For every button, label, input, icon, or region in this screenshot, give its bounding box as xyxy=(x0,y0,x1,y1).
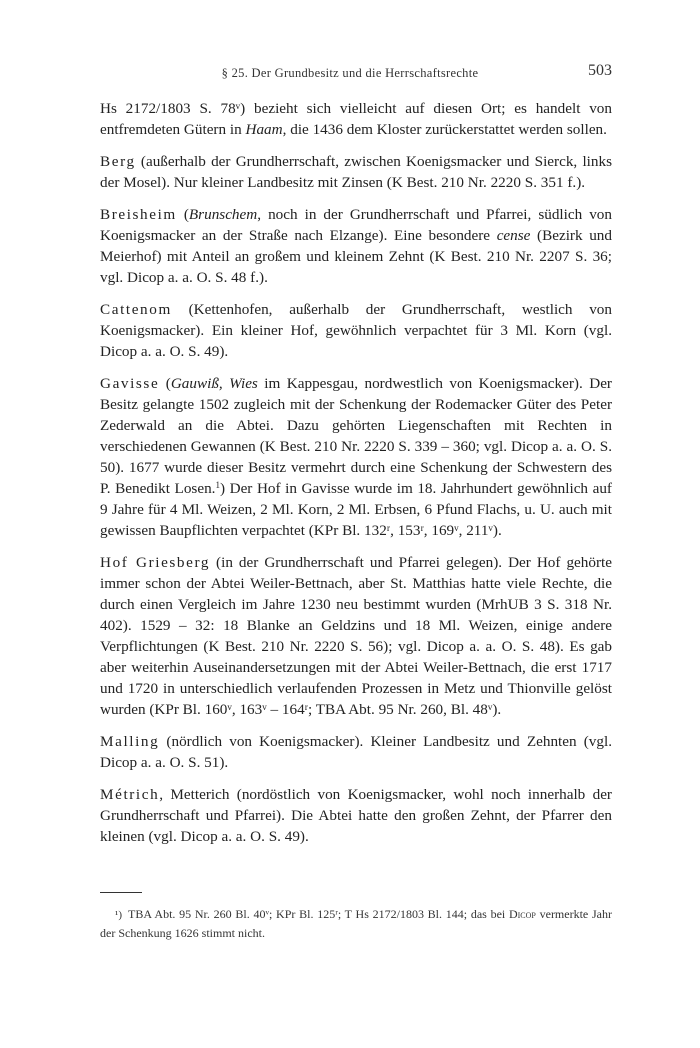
paragraph-text: Hs 2172/1803 S. 78ᵛ) bezieht sich vielleicht auf diesen Ort; es handelt von entfremdeten Gütern in xyxy=(100,100,612,138)
place-variant: Gauwiß, Wies xyxy=(170,375,258,392)
entry-text: im Kappesgau, nordwestlich von Koenigsmacker). Der Besitz gelangte 1502 zugleich mit der Schenkung der Rodemacker Güter des Peter Zederwald an die Abtei. Dazu gehörten Liegenschaften mit Rechten in verschiedenen Gewannen (K Best. 210 Nr. 2220 S. 339 – 360; vgl. Dicop a. a. O. S. 50). 1677 wurde dieser Besitz vermehrt durch eine Schenkung der Schwestern des P. Benedikt Losen. xyxy=(100,375,612,497)
entry-text: , Metterich (nordöstlich von Koenigsmacker, wohl noch innerhalb der Grundherrschaft und Pfarrei). Die Abtei hatte den großen Zehnt, der Pfarrer den kleinen (vgl. Dicop a. a. O. S. 49). xyxy=(100,786,612,845)
entry-cattenom xyxy=(100,299,612,362)
entry-breisheim xyxy=(100,204,612,288)
footnote-marker: ¹) xyxy=(115,909,122,921)
entry-berg xyxy=(100,151,612,193)
entry-text: ) Der Hof in Gavisse wurde im 18. Jahrhundert gewöhnlich auf 9 Jahre für 4 Ml. Weizen, 2 Ml. Korn, 2 Ml. Erbsen, 6 Pfund Flachs, u. U. auch mit gewissen Baupflichten verpachtet (KPr Bl. 132ʳ, 153ʳ, 169ᵛ, 211ᵛ). xyxy=(100,480,612,539)
place-name: Malling xyxy=(100,733,160,750)
running-head: § 25. Der Grundbesitz und die Herrschaftsrechte xyxy=(221,66,479,80)
entry-malling xyxy=(100,731,612,773)
place-variant: Haam xyxy=(245,121,283,138)
page-body xyxy=(100,98,612,858)
entry-text: (außerhalb der Grundherrschaft, zwischen Koenigsmacker und Sierck, links der Mosel). Nur kleiner Landbesitz mit Zinsen (K Best. 210 Nr. 2220 S. 351 f.). xyxy=(100,153,612,191)
entry-text: ( xyxy=(176,206,189,223)
entry-text: (Kettenhofen, außerhalb der Grundherrschaft, westlich von Koenigsmacker). Ein kleiner Hof, gewöhnlich verpachtet für 3 Ml. Korn (vgl. Dicop a. a. O. S. 49). xyxy=(100,301,612,360)
paragraph-text: , die 1436 dem Kloster zurückerstattet werden sollen. xyxy=(282,121,607,138)
entry-text: ( xyxy=(159,375,171,392)
place-name: Berg xyxy=(100,153,136,170)
place-name: Gavisse xyxy=(100,375,160,392)
entry-griesberg xyxy=(100,552,612,720)
entry-gavisse xyxy=(100,373,612,541)
entry-text: (in der Grundherrschaft und Pfarrei gelegen). Der Hof gehörte immer schon der Abtei Weiler-Bettnach, aber St. Matthias hatte viele Rechte, die durch einen Vergleich im Jahre 1230 neu bestimmt wurden (MrhUB 3 S. 318 Nr. 402). 1529 – 32: 18 Blanke an Geldzins und 18 Ml. Weizen, einige andere Verpflichtungen (K Best. 210 Nr. 2220 S. 56); vgl. Dicop a. a. O. S. 48). Es gab aber weiterhin Auseinandersetzungen mit der Abtei Weiler-Bettnach, die erst 1717 und 1720 in unterschiedlich verlaufenden Prozessen in Metz und Thionville gelöst wurden (KPr Bl. 160ᵛ, 163ᵛ – 164ʳ; TBA Abt. 95 Nr. 260, Bl. 48ᵛ). xyxy=(100,554,613,718)
footnote-text: TBA Abt. 95 Nr. 260 Bl. 40ᵛ; KPr Bl. 125ʳ; T Hs 2172/1803 Bl. 144; das bei xyxy=(128,907,509,921)
entry-text: , noch in der Grundherrschaft und Pfarrei, südlich von Koenigsmacker an der Straße nach Elzange). Eine besondere xyxy=(100,206,612,244)
page-number: 503 xyxy=(588,62,612,79)
place-name: Hof Griesberg xyxy=(100,554,211,571)
footnote-reference[interactable]: 1 xyxy=(215,480,220,490)
entry-metrich xyxy=(100,784,612,847)
entry-text: (Bezirk und Meierhof) mit Anteil an großem und kleinem Zehnt (K Best. 210 Nr. 2207 S. 36; vgl. Dicop a. a. O. S. 48 f.). xyxy=(100,227,612,286)
footnote-rule xyxy=(100,892,142,893)
term-italic: cense xyxy=(496,227,531,244)
place-name: Cattenom xyxy=(100,301,172,318)
paragraph-continuation xyxy=(100,98,612,140)
place-name: Métrich xyxy=(100,786,160,803)
author-name: Dicop xyxy=(508,907,536,921)
page-header xyxy=(100,62,612,84)
place-name: Breisheim xyxy=(100,206,177,223)
place-variant: Brunschem xyxy=(188,206,258,223)
entry-text: (nördlich von Koenigsmacker). Kleiner Landbesitz und Zehnten (vgl. Dicop a. a. O. S. 51). xyxy=(100,733,612,771)
footnote xyxy=(100,905,612,942)
footnote-text: vermerkte Jahr der Schenkung 1626 stimmt nicht. xyxy=(100,907,612,940)
